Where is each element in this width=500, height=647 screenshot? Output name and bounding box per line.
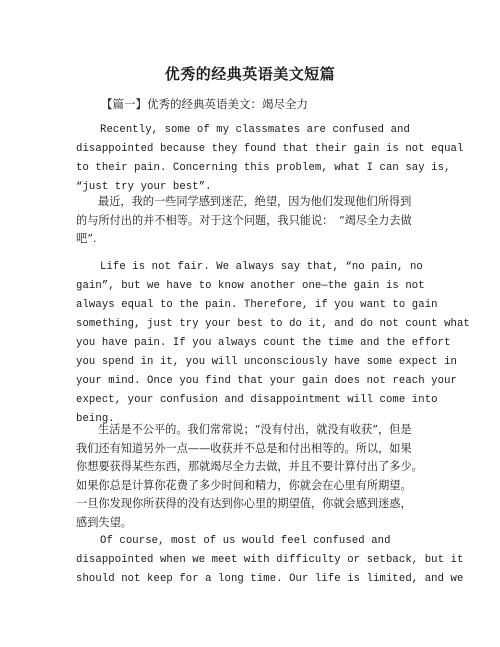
text-line: Recently, some of my classmates are confused and <box>100 124 410 136</box>
text-line: should not keep for a long time. Our life is limited, and we <box>76 573 464 585</box>
text-line: expect, your confusion and disappointment will come into <box>76 394 438 406</box>
text-line: always equal to the pain. Therefore, if you want to gain <box>76 299 438 311</box>
text-line: being. <box>76 413 115 425</box>
text-line: you spend in it, you will unconsciously have some expect in <box>76 356 457 368</box>
text-line: 如果你总是计算你花费了多少时间和精力，你就会在心里有所期望。 <box>76 478 412 492</box>
document-title: 优秀的经典英语美文短篇 <box>164 65 336 83</box>
text-line: your mind. Once you find that your gain does not reach your <box>76 375 457 387</box>
text-line: you have pain. If you always count the time and the effort <box>76 337 451 349</box>
text-line: gain”, but we have to know another one—the gain is not <box>76 280 425 292</box>
text-line: 最近，我的一些同学感到迷茫，绝望，因为他们发现他们所得到 <box>98 195 412 208</box>
text-line: disappointed when we meet with difficulty or setback, but it <box>76 554 464 566</box>
text-line: 生活是不公平的。我们常常说；“没有付出，就没有收获”，但是 <box>98 423 412 436</box>
text-line: 吧”. <box>76 232 97 245</box>
paragraph-en-3 <box>76 532 464 589</box>
text-line: “just try your best”. <box>76 181 212 193</box>
text-line: 我们还有知道另外一点——收获并不总是和付出相等的。所以，如果 <box>76 441 412 455</box>
text-line: disappointed because they found that their gain is not equal <box>76 143 464 155</box>
text-line: 你想要获得某些东西，那就竭尽全力去做，并且不要计算付出了多少。 <box>76 460 423 473</box>
paragraph-en-2 <box>76 258 470 429</box>
paragraph-cn-2 <box>76 421 428 532</box>
text-line: 感到失望。 <box>76 515 132 529</box>
paragraph-en-1 <box>76 121 464 197</box>
text-line: Life is not fair. We always say that, “no pain, no <box>100 261 423 273</box>
text-line: 的与所付出的并不相等。对于这个问题，我只能说： “竭尽全力去做 <box>76 213 412 227</box>
paragraph-cn-1 <box>76 193 428 249</box>
section-heading: 【篇一】优秀的经典英语美文：竭尽全力 <box>101 97 308 111</box>
text-line: Of course, most of us would feel confused and <box>100 535 391 547</box>
text-line: something, just try your best to do it, and do not count what <box>76 318 470 330</box>
text-line: to their pain. Concerning this problem, what I can say is, <box>76 162 451 174</box>
text-line: 一旦你发现你所获得的没有达到你心里的期望值，你就会感到迷惑， <box>76 497 412 510</box>
